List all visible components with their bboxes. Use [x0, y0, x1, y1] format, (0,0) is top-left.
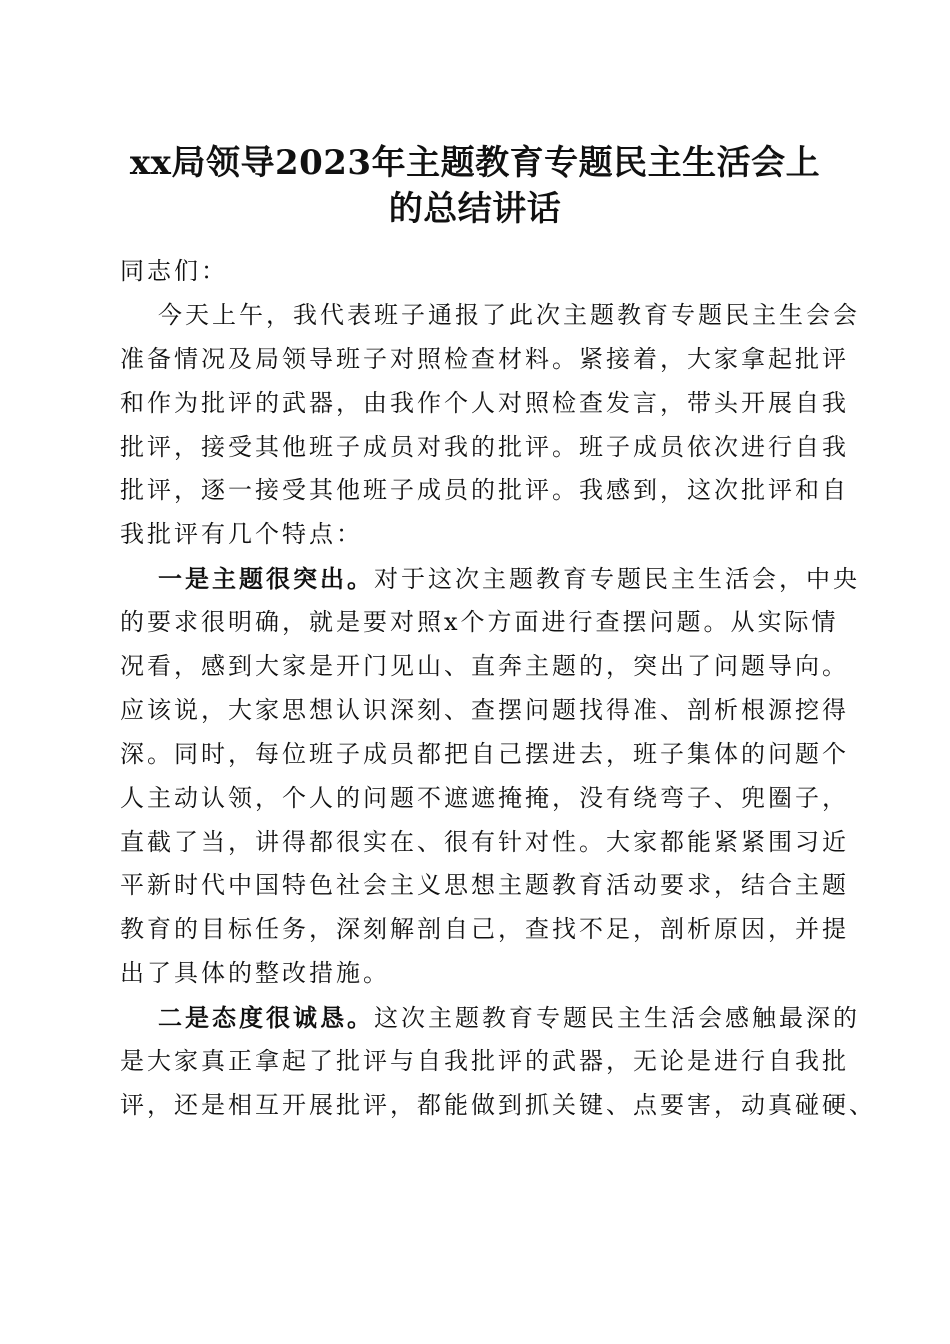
paragraph-line: 深。同时，每位班子成员都把自己摆进去，班子集体的问题个 [120, 739, 849, 768]
paragraph-line: 批评，逐一接受其他班子成员的批评。我感到，这次批评和自 [120, 476, 849, 505]
paragraph-line: 直截了当，讲得都很实在、很有针对性。大家都能紧紧围习近 [120, 827, 849, 856]
paragraph-line: 的要求很明确，就是要对照x个方面进行查摆问题。从实际情 [120, 608, 839, 637]
paragraph-line: 人主动认领，个人的问题不遮遮掩掩，没有绕弯子、兜圈子， [120, 783, 849, 812]
paragraph-lead: 二是态度很诚恳。 [158, 1003, 374, 1033]
paragraph-1 [120, 294, 860, 557]
paragraph-line: 教育的目标任务，深刻解剖自己，查找不足，剖析原因，并提 [120, 915, 849, 944]
document-body [120, 250, 876, 1128]
paragraph-first-line [120, 557, 860, 601]
paragraph-line: 平新时代中国特色社会主义思想主题教育活动要求，结合主题 [120, 871, 849, 900]
paragraph-line: 况看，感到大家是开门见山、直奔主题的，突出了问题导向。 [120, 652, 849, 681]
paragraph-line: 准备情况及局领导班子对照检查材料。紧接着，大家拿起批评 [120, 344, 849, 373]
paragraph-first-line [120, 996, 860, 1040]
document-title [110, 140, 840, 232]
paragraph-lead: 一是主题很突出。 [158, 564, 374, 594]
paragraph-line: 今天上午，我代表班子通报了此次主题教育专题民主生会会 [158, 300, 860, 329]
paragraph-2 [120, 557, 860, 996]
salutation: 同志们： [120, 257, 228, 285]
paragraph-lead-rest: 对于这次主题教育专题民主生活会，中央 [374, 565, 860, 594]
paragraph-line: 出了具体的整改措施。 [120, 959, 390, 988]
paragraph-line: 批评，接受其他班子成员对我的批评。班子成员依次进行自我 [120, 432, 849, 461]
paragraph-line: 我批评有几个特点： [120, 520, 363, 549]
title-line-2: 的总结讲话 [388, 189, 562, 229]
paragraph-3 [120, 996, 876, 1128]
paragraph-line: 和作为批评的武器，由我作个人对照检查发言，带头开展自我 [120, 388, 849, 417]
paragraph-lead-rest: 这次主题教育专题民主生活会感触最深的 [374, 1004, 860, 1033]
paragraph-line: 评，还是相互开展批评，都能做到抓关键、点要害，动真碰硬、 [120, 1090, 876, 1119]
title-line-1: xx局领导2023年主题教育专题民主生活会上 [129, 143, 821, 183]
paragraph-line: 是大家真正拿起了批评与自我批评的武器，无论是进行自我批 [120, 1047, 849, 1076]
paragraph-line: 应该说，大家思想认识深刻、查摆问题找得准、剖析根源挖得 [120, 695, 849, 724]
